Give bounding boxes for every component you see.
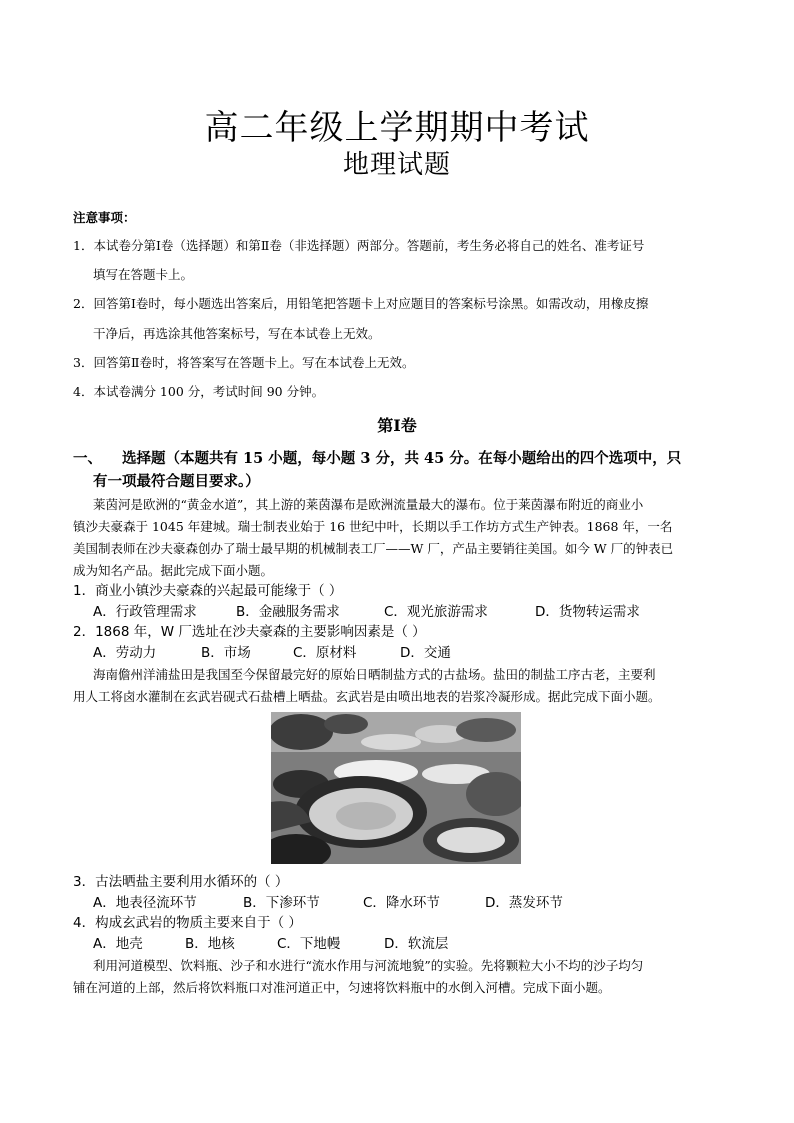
q1-option-c: C．观光旅游需求 (384, 604, 488, 620)
notice-item-3: 3．回答第Ⅱ卷时，将答案写在答题卡上。写在本试卷上无效。 (73, 355, 415, 370)
exam-title: 高二年级上学期期中考试 (204, 108, 590, 148)
passage1-line3: 美国制表师在沙夫豪森创办了瑞士最早期的机械制表工厂——W 厂，产品主要销往美国。如今 W 厂的钟表已 (73, 541, 674, 556)
exam-subtitle: 地理试题 (342, 150, 451, 180)
notice-item-1: 1．本试卷分第Ⅰ卷（选择题）和第Ⅱ卷（非选择题）两部分。答题前，考生务必将自己的姓名、准考证号 (73, 238, 645, 253)
question-1-stem: 1．商业小镇沙夫豪森的兴起最可能缘于（ ） (73, 583, 343, 599)
notice-item-1-cont: 填写在答题卡上。 (93, 267, 194, 282)
passage2-line1: 海南儋州洋浦盐田是我国至今保留最完好的原始日晒制盐方式的古盐场。盐田的制盐工序古老，主要利 (93, 667, 656, 682)
q3-option-c: C．降水环节 (363, 895, 440, 911)
question-1-options (93, 604, 640, 620)
q3-option-d: D．蒸发环节 (485, 895, 563, 911)
passage2-line2: 用人工将卤水灌制在玄武岩砚式石盐槽上晒盐。玄武岩是由喷出地表的岩浆冷凝形成。据此完成下面小题。 (73, 689, 661, 704)
q1-option-d: D．货物转运需求 (535, 604, 640, 620)
q4-option-b: B．地核 (185, 936, 235, 952)
passage3-line1: 利用河道模型、饮料瓶、沙子和水进行“流水作用与河流地貌”的实验。先将颗粒大小不均的沙子均匀 (93, 958, 644, 973)
notice-item-2: 2．回答第Ⅰ卷时，每小题选出答案后，用铅笔把答题卡上对应题目的答案标号涂黑。如需改动，用橡皮擦 (73, 296, 649, 311)
q1-option-b: B．金融服务需求 (236, 604, 340, 620)
section-title: 第Ⅰ卷 (377, 416, 417, 435)
q1-option-a: A．行政管理需求 (93, 604, 197, 620)
q4-option-d: D．软流层 (384, 936, 449, 952)
q2-option-c: C．原材料 (293, 645, 357, 661)
q4-option-a: A．地壳 (93, 936, 143, 952)
q3-option-a: A．地表径流环节 (93, 895, 197, 911)
passage1-line1: 莱茵河是欧洲的“黄金水道”，其上游的莱茵瀑布是欧洲流量最大的瀑布。位于莱茵瀑布附近的商业小 (93, 497, 644, 512)
salt-field-photo (271, 712, 521, 864)
passage1-line4: 成为知名产品。据此完成下面小题。 (73, 563, 274, 578)
question-3-stem: 3．古法晒盐主要利用水循环的（ ） (73, 874, 289, 890)
q3-option-b: B．下渗环节 (243, 895, 320, 911)
q4-option-c: C．下地幔 (277, 936, 341, 952)
part-heading-line1: 选择题（本题共有 15 小题，每小题 3 分，共 45 分。在每小题给出的四个选项中，只 (122, 450, 682, 467)
passage3-line2: 铺在河道的上部，然后将饮料瓶口对准河道正中，匀速将饮料瓶中的水倒入河槽。完成下面小题。 (73, 980, 611, 995)
notice-item-4: 4．本试卷满分 100 分，考试时间 90 分钟。 (73, 384, 325, 399)
passage1-line2: 镇沙夫豪森于 1045 年建城。瑞士制表业始于 16 世纪中叶，长期以手工作坊方式生产钟表。1868 年，一名 (73, 519, 673, 534)
question-2-stem: 2．1868 年，W 厂选址在沙夫豪森的主要影响因素是（ ） (73, 624, 426, 640)
salt-field-illustration (271, 712, 521, 864)
notice-heading: 注意事项： (73, 210, 136, 225)
notice-item-2-cont: 干净后，再选涂其他答案标号，写在本试卷上无效。 (93, 326, 381, 341)
question-4-stem: 4．构成玄武岩的物质主要来自于（ ） (73, 915, 302, 931)
q2-option-a: A．劳动力 (93, 645, 157, 661)
question-3-options (93, 895, 563, 911)
q2-option-d: D．交通 (400, 645, 451, 661)
question-2-options (93, 645, 451, 661)
part-heading-line2: 有一项最符合题目要求。） (93, 473, 260, 490)
q2-option-b: B．市场 (201, 645, 251, 661)
question-4-options (93, 936, 448, 952)
part-number: 一、 (73, 450, 102, 467)
